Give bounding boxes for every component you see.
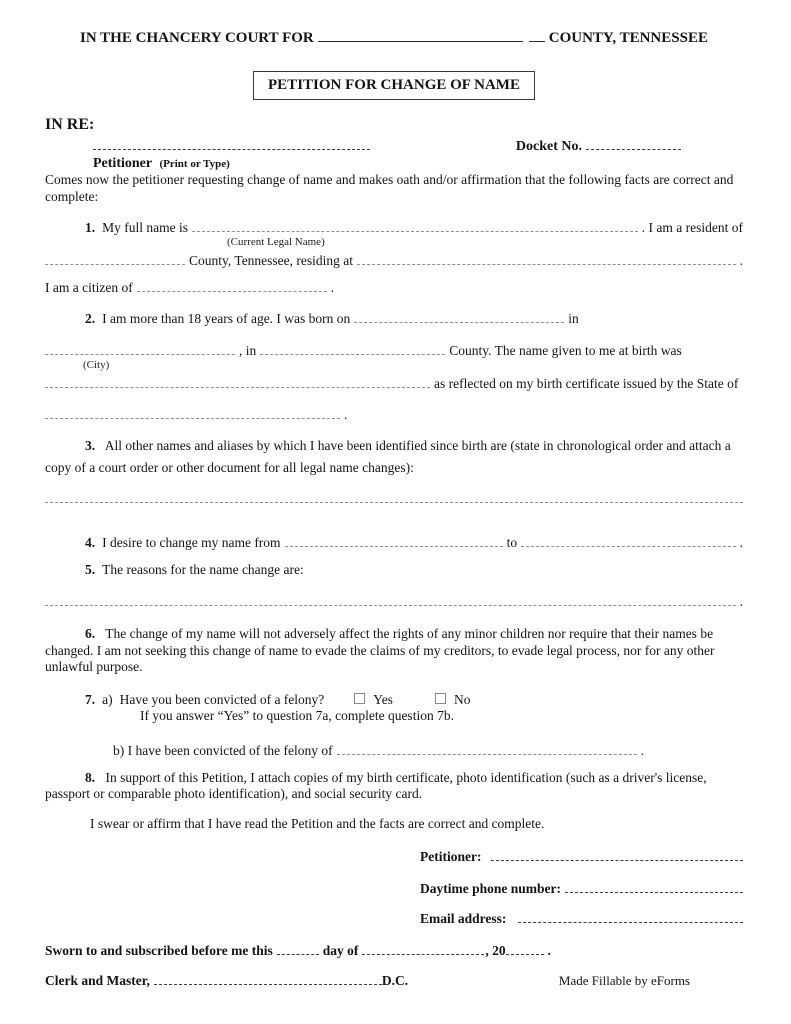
eforms-credit: Made Fillable by eForms bbox=[558, 972, 690, 988]
section2-row2 bbox=[45, 341, 743, 359]
sig-email-label: Email address: bbox=[420, 910, 507, 926]
clerk-signature-field[interactable] bbox=[154, 971, 382, 985]
section7-number: 7. bbox=[85, 691, 96, 707]
header-county-field[interactable] bbox=[318, 28, 523, 42]
sworn-year-field[interactable] bbox=[506, 941, 544, 955]
section1-row2 bbox=[45, 251, 743, 269]
name-to-field[interactable] bbox=[521, 533, 736, 547]
section2-county-text: County. The name given to me at birth was bbox=[449, 343, 682, 358]
section1-resident-text: . I am a resident of bbox=[641, 220, 743, 235]
citizen-prefix: I am a citizen of bbox=[45, 280, 133, 295]
section7-row-a bbox=[45, 691, 743, 708]
docket-number-field[interactable] bbox=[586, 136, 681, 150]
clerk-label: Clerk and Master, bbox=[45, 972, 150, 988]
section7-b-text: b) I have been convicted of the felony of bbox=[113, 742, 333, 758]
birth-county-field[interactable] bbox=[260, 341, 445, 355]
section5-line-row bbox=[45, 592, 743, 610]
sig-petitioner-label: Petitioner: bbox=[420, 848, 482, 864]
birth-city-field[interactable] bbox=[45, 341, 235, 355]
docket-group bbox=[516, 136, 685, 155]
section1-citizen-row bbox=[45, 278, 743, 296]
section5-number: 5. bbox=[85, 562, 96, 577]
petitioner-name-field[interactable] bbox=[93, 136, 370, 150]
section2-in-word: in bbox=[568, 311, 579, 326]
section2-row1 bbox=[45, 309, 743, 327]
section8-text: In support of this Petition, I attach copies of my birth certificate, photo identification (such as a driver's license, passport or comparable photo identification), and social security card. bbox=[45, 769, 707, 801]
petitioner-label: Petitioner bbox=[93, 156, 153, 171]
sworn-period: . bbox=[547, 942, 552, 958]
sworn-day-of: day of bbox=[322, 942, 359, 958]
signature-row-email bbox=[420, 909, 743, 927]
section3-text: All other names and aliases by which I have been identified since birth are (state in chronological order and attach a copy of a court order or other document for all legal name changes): bbox=[45, 438, 731, 475]
sworn-day-field[interactable] bbox=[277, 941, 319, 955]
full-name-field[interactable] bbox=[192, 218, 638, 232]
section1-number: 1. bbox=[85, 220, 96, 235]
section1-fullname-prefix: My full name is bbox=[102, 220, 188, 235]
section4-number: 4. bbox=[85, 535, 96, 550]
section1-row1 bbox=[45, 218, 743, 236]
birth-state-field[interactable] bbox=[45, 405, 340, 419]
sworn-prefix: Sworn to and subscribed before me this bbox=[45, 942, 273, 958]
residence-county-field[interactable] bbox=[45, 251, 185, 265]
clerk-row bbox=[45, 971, 743, 989]
email-field[interactable] bbox=[518, 909, 743, 923]
petitioner-print-note: (Print or Type) bbox=[159, 158, 230, 170]
section6-number: 6. bbox=[85, 626, 96, 641]
section2-reflected-text: as reflected on my birth certificate issued by the State of bbox=[434, 376, 739, 391]
section3-paragraph bbox=[45, 435, 743, 479]
phone-field[interactable] bbox=[565, 879, 743, 893]
citizenship-field[interactable] bbox=[137, 278, 327, 292]
section3-line-row bbox=[45, 489, 743, 501]
birth-date-field[interactable] bbox=[354, 309, 564, 323]
aliases-field[interactable] bbox=[45, 489, 743, 503]
dc-label: D.C. bbox=[381, 972, 409, 988]
citizen-period: . bbox=[330, 280, 335, 295]
sig-phone-label: Daytime phone number: bbox=[420, 880, 561, 896]
felony-no-label: No bbox=[453, 691, 471, 707]
residence-address-field[interactable] bbox=[357, 251, 736, 265]
section6-paragraph bbox=[45, 626, 743, 676]
court-header-prefix: IN THE CHANCERY COURT FOR bbox=[80, 30, 314, 46]
form-title: PETITION FOR CHANGE OF NAME bbox=[268, 77, 520, 93]
sworn-year-prefix: , 20 bbox=[485, 942, 506, 958]
section1-county-text: County, Tennessee, residing at bbox=[189, 253, 354, 268]
section7-row-b bbox=[45, 741, 743, 759]
reasons-field[interactable] bbox=[45, 592, 736, 606]
section8-paragraph bbox=[45, 770, 743, 803]
section7-question: Have you been convicted of a felony? bbox=[119, 691, 325, 707]
section4-row bbox=[45, 533, 743, 551]
felony-yes-label: Yes bbox=[373, 691, 393, 707]
section4-to-text: to bbox=[506, 535, 518, 550]
section5-text: The reasons for the name change are: bbox=[102, 562, 304, 577]
signature-row-phone bbox=[420, 879, 743, 897]
intro-paragraph: Comes now the petitioner requesting change of name and makes oath and/or affirmation that the following facts are correct and complete: bbox=[45, 172, 734, 204]
section8-number: 8. bbox=[85, 769, 96, 785]
section2-comma-in: , in bbox=[239, 343, 257, 358]
header-county-field-tail[interactable] bbox=[529, 28, 545, 42]
section2-row4 bbox=[45, 405, 743, 423]
court-header-suffix: COUNTY, TENNESSEE bbox=[548, 30, 708, 46]
section6-text: The change of my name will not adversely affect the rights of any minor children nor require that their names be changed. I am not seeking this change of name to evade the claims of my creditors, to evade legal process, nor for any other unlawful purpose. bbox=[45, 626, 715, 674]
section2-period: . bbox=[344, 407, 348, 422]
in-re-label: IN RE: bbox=[45, 116, 95, 133]
city-note: (City) bbox=[83, 359, 110, 371]
section7-instruction: If you answer “Yes” to question 7a, complete question 7b. bbox=[140, 707, 454, 723]
section4-from-text: I desire to change my name from bbox=[102, 535, 281, 550]
section3-number: 3. bbox=[85, 438, 96, 453]
docket-label: Docket No. bbox=[515, 139, 582, 154]
clerk-group bbox=[45, 971, 408, 989]
caption-row bbox=[45, 136, 743, 155]
sworn-row bbox=[45, 941, 743, 959]
signature-row-petitioner bbox=[420, 847, 743, 865]
section5-period: . bbox=[739, 594, 743, 609]
petitioner-signature-field[interactable] bbox=[491, 847, 743, 861]
name-from-field[interactable] bbox=[285, 533, 503, 547]
felony-yes-checkbox[interactable] bbox=[354, 693, 365, 704]
section1-period: . bbox=[739, 253, 743, 268]
form-title-box bbox=[253, 71, 535, 100]
current-legal-name-note: (Current Legal Name) bbox=[227, 236, 325, 248]
section4-period: . bbox=[739, 535, 743, 550]
section2-born-prefix: I am more than 18 years of age. I was born on bbox=[102, 311, 351, 326]
section2-number: 2. bbox=[85, 311, 96, 326]
felony-no-checkbox[interactable] bbox=[435, 693, 446, 704]
sworn-month-field[interactable] bbox=[362, 941, 484, 955]
oath-statement: I swear or affirm that I have read the Petition and the facts are correct and complete. bbox=[90, 815, 545, 831]
section2-row3 bbox=[45, 374, 743, 392]
birth-name-field[interactable] bbox=[45, 374, 430, 388]
section5-row bbox=[45, 561, 743, 578]
section7-b-period: . bbox=[640, 742, 645, 758]
section7-a-label: a) bbox=[102, 691, 113, 707]
court-header bbox=[45, 28, 743, 47]
felony-description-field[interactable] bbox=[337, 741, 637, 755]
petitioner-caption-label bbox=[93, 155, 743, 172]
